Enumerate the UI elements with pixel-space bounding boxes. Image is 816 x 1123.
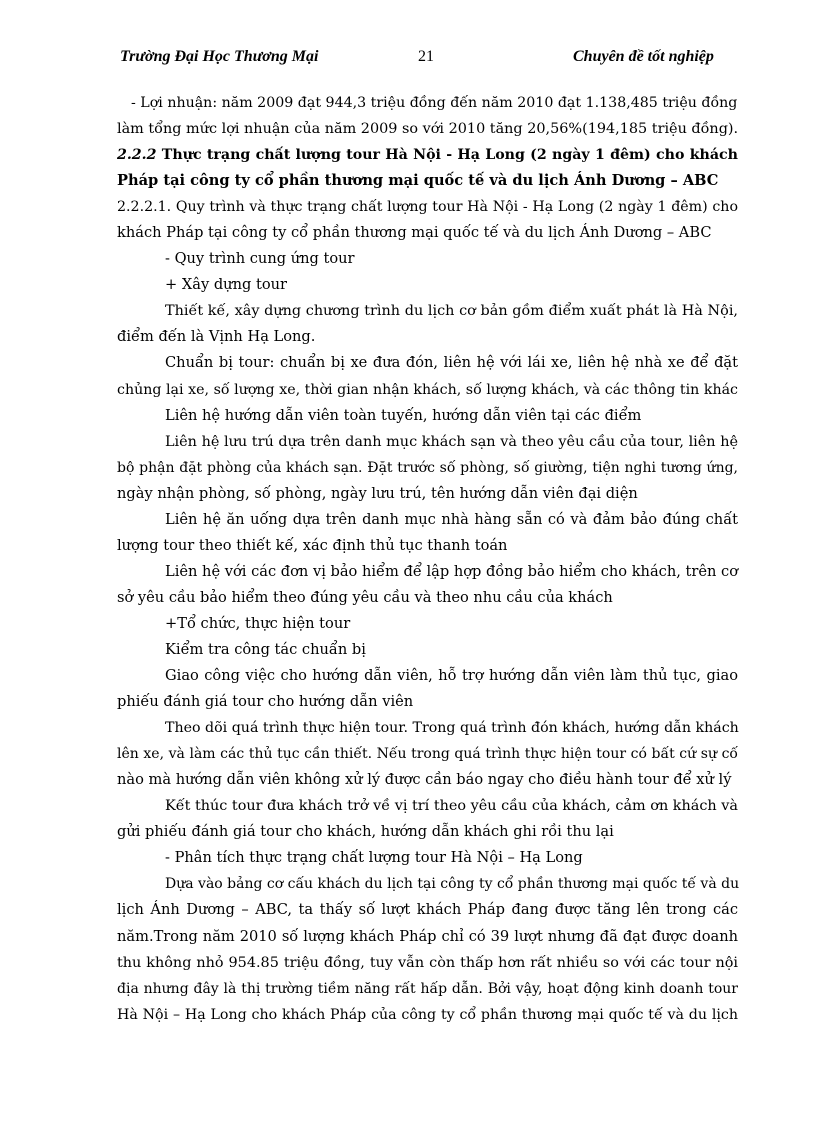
text-line: Liên hệ ăn uống dựa trên danh mục nhà hàng sẵn có và đảm bảo đúng chất (165, 510, 738, 528)
text-line: điểm đến là Vịnh Hạ Long. (117, 328, 316, 346)
text-line: - Phân tích thực trạng chất lượng tour Hà Nội – Hạ Long (165, 849, 583, 867)
text-line: Chuẩn bị tour: chuẩn bị xe đưa đón, liên hệ với lái xe, liên hệ nhà xe để đặt (165, 354, 738, 372)
text-line: Kiểm tra công tác chuẩn bị (165, 640, 366, 658)
section-number: 2.2.2 (117, 147, 157, 164)
text-line: +Tổ chức, thực hiện tour (165, 614, 351, 632)
text-line: bộ phận đặt phòng của khách sạn. Đặt trước số phòng, số giường, tiện nghi tương ứng, (117, 459, 738, 476)
text-line: + Xây dựng tour (165, 276, 287, 294)
text-line: năm.Trong năm 2010 số lượng khách Pháp chỉ có 39 lượt nhưng đã đạt được doanh (117, 927, 738, 945)
text-line: lên xe, và làm các thủ tục cần thiết. Nếu trong quá trình thực hiện tour có bất cứ sự cố (117, 746, 738, 763)
text-line: - Lợi nhuận: năm 2009 đạt 944,3 triệu đồng đến năm 2010 đạt 1.138,485 triệu đồng (131, 95, 738, 111)
text-line: lịch Ánh Dương – ABC, ta thấy số lượt khách Pháp đang được tăng lên trong các (117, 901, 738, 919)
text-line: Hà Nội – Hạ Long cho khách Pháp của công ty cổ phần thương mại quốc tế và du lịch (117, 1006, 738, 1023)
text-line: phiếu đánh giá tour cho hướng dẫn viên (117, 693, 414, 711)
header-page-number: 21 (418, 48, 434, 65)
text-line: ngày nhận phòng, số phòng, ngày lưu trú, tên hướng dẫn viên đại diện (117, 484, 638, 502)
text-line: Thiết kế, xây dựng chương trình du lịch cơ bản gồm điểm xuất phát là Hà Nội, (165, 303, 738, 320)
section-heading (117, 142, 738, 168)
text-line: Liên hệ lưu trú dựa trên danh mục khách sạn và theo yêu cầu của tour, liên hệ (165, 433, 738, 450)
text-line: Dựa vào bảng cơ cấu khách du lịch tại công ty cổ phần thương mại quốc tế và du (165, 876, 740, 893)
subsection-heading: 2.2.2.1. Quy trình và thực trạng chất lượng tour Hà Nội - Hạ Long (2 ngày 1 đêm) cho (117, 199, 738, 216)
text-line: Giao công việc cho hướng dẫn viên, hỗ trợ hướng dẫn viên làm thủ tục, giao (165, 667, 738, 685)
document-body (117, 90, 738, 1028)
subsection-heading-continued: khách Pháp tại công ty cổ phần thương mại quốc tế và du lịch Ánh Dương – ABC (117, 224, 712, 242)
text-line: chủng lại xe, số lượng xe, thời gian nhận khách, số lượng khách, và các thông tin khác (117, 381, 738, 398)
text-line: nào mà hướng dẫn viên không xử lý được cần báo ngay cho điều hành tour để xử lý (117, 771, 732, 789)
text-line: gửi phiếu đánh giá tour cho khách, hướng dẫn khách ghi rồi thu lại (117, 823, 614, 841)
text-line: sở yêu cầu bảo hiểm theo đúng yêu cầu và theo nhu cầu của khách (117, 588, 613, 606)
text-line: - Quy trình cung ứng tour (165, 250, 355, 268)
text-line: Liên hệ hướng dẫn viên toàn tuyến, hướng dẫn viên tại các điểm (165, 406, 642, 424)
text-line: Theo dõi quá trình thực hiện tour. Trong quá trình đón khách, hướng dẫn khách (165, 720, 739, 737)
header-document-type: Chuyên đề tốt nghiệp (573, 48, 714, 65)
page-header (0, 0, 816, 80)
text-line: lượng tour theo thiết kế, xác định thủ tục thanh toán (117, 536, 508, 554)
header-school-name: Trường Đại Học Thương Mại (120, 48, 319, 65)
text-line: làm tổng mức lợi nhuận của năm 2009 so với 2010 tăng 20,56%(194,185 triệu đồng). (117, 121, 739, 138)
text-line: thu không nhỏ 954.85 triệu đồng, tuy vẫn còn thấp hơn rất nhiều so với các tour nội (117, 954, 738, 971)
section-heading-continued: Pháp tại công ty cổ phần thương mại quốc tế và du lịch Ánh Dương – ABC (117, 172, 719, 190)
text-line: địa nhưng đây là thị trường tiềm năng rất hấp dẫn. Bởi vậy, hoạt động kinh doanh tour (117, 980, 738, 997)
section-heading-text: Thực trạng chất lượng tour Hà Nội - Hạ Long (2 ngày 1 đêm) cho khách (161, 147, 738, 164)
text-line: Liên hệ với các đơn vị bảo hiểm để lập hợp đồng bảo hiểm cho khách, trên cơ (165, 562, 738, 580)
text-line: Kết thúc tour đưa khách trở về vị trí theo yêu cầu của khách, cảm ơn khách và (165, 798, 738, 815)
